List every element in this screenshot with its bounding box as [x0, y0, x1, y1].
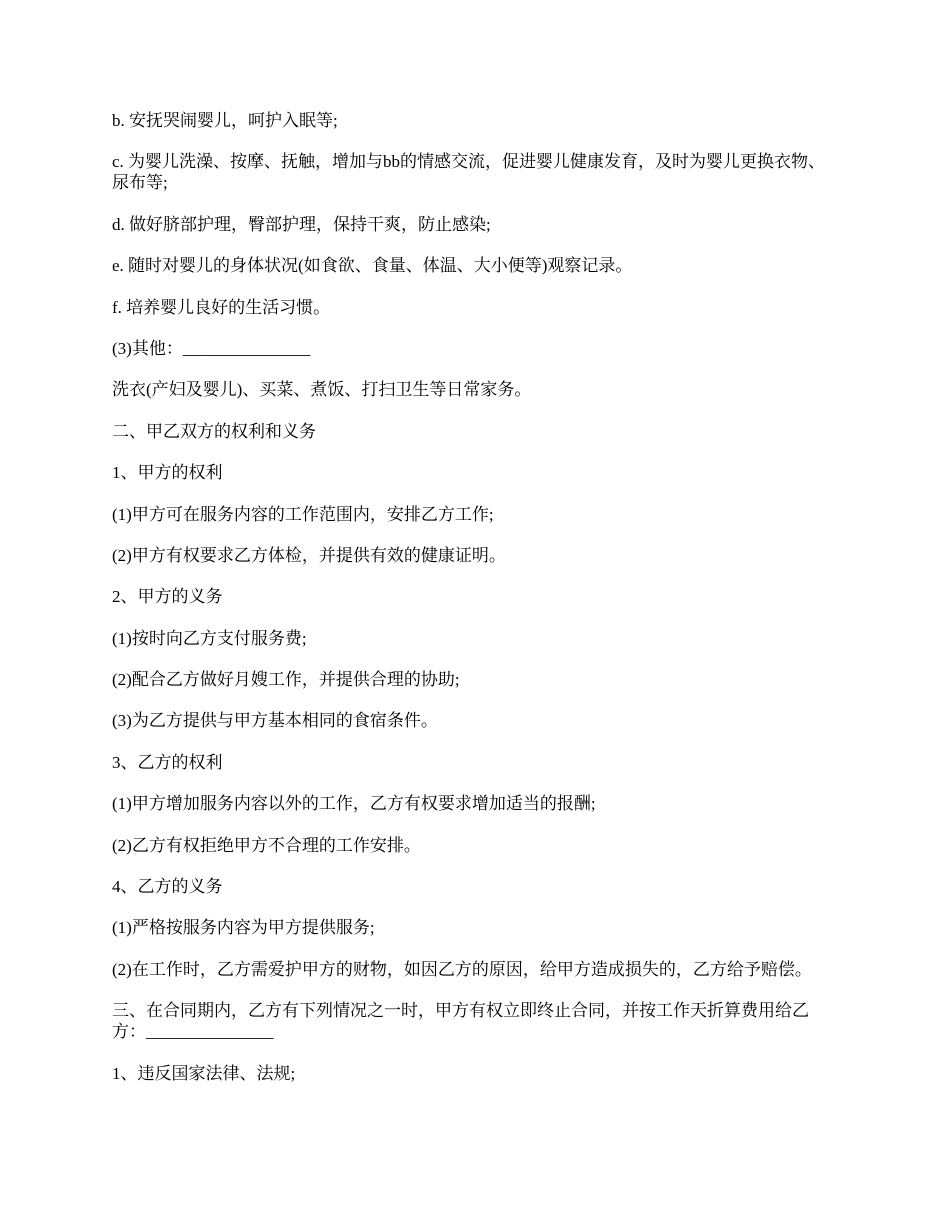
paragraph-health-observation: e. 随时对婴儿的身体状况(如食欲、食量、体温、大小便等)观察记录。 [112, 256, 633, 276]
paragraph-party-b-obligation-2: (2)在工作时，乙方需爱护甲方的财物，如因乙方的原因，给甲方造成损失的，乙方给予赔偿。 [112, 959, 812, 979]
document-body [112, 110, 836, 1104]
paragraph-party-a-obligation-1: (1)按时向乙方支付服务费; [112, 628, 307, 648]
paragraph-living-habits: f. 培养婴儿良好的生活习惯。 [112, 297, 331, 317]
paragraph-party-a-obligation-3: (3)为乙方提供与甲方基本相同的食宿条件。 [112, 711, 438, 731]
paragraph-party-a-obligation-2: (2)配合乙方做好月嫂工作，并提供合理的协助; [112, 670, 460, 690]
section-heading-termination: 三、在合同期内，乙方有下列情况之一时，甲方有权立即终止合同，并按工作天折算费用给乙方：_______________ [112, 1001, 809, 1042]
subheading-party-a-rights: 1、甲方的权利 [112, 463, 223, 483]
paragraph-party-a-right-2: (2)甲方有权要求乙方体检，并提供有效的健康证明。 [112, 545, 506, 565]
section-heading-rights-obligations: 二、甲乙双方的权利和义务 [112, 421, 316, 441]
paragraph-party-b-obligation-1: (1)严格按服务内容为甲方提供服务; [112, 918, 375, 938]
subheading-party-b-rights: 3、乙方的权利 [112, 752, 223, 772]
paragraph-infant-soothing: b. 安抚哭闹婴儿，呵护入眠等; [112, 111, 338, 130]
subheading-party-b-obligations: 4、乙方的义务 [112, 877, 223, 897]
paragraph-infant-bathing: c. 为婴儿洗澡、按摩、抚触，增加与bb的情感交流，促进婴儿健康发育，及时为婴儿更换衣物、尿布等; [112, 152, 826, 193]
paragraph-party-b-right-1: (1)甲方增加服务内容以外的工作，乙方有权要求增加适当的报酬; [112, 794, 596, 814]
paragraph-housework: 洗衣(产妇及婴儿)、买菜、煮饭、打扫卫生等日常家务。 [112, 380, 532, 400]
paragraph-party-b-right-2: (2)乙方有权拒绝甲方不合理的工作安排。 [112, 835, 421, 855]
paragraph-party-a-right-1: (1)甲方可在服务内容的工作范围内，安排乙方工作; [112, 504, 494, 524]
paragraph-other-field: (3)其他：_______________ [112, 338, 311, 358]
paragraph-navel-care: d. 做好脐部护理，臀部护理，保持干爽，防止感染; [112, 214, 491, 234]
subheading-party-a-obligations: 2、甲方的义务 [112, 587, 223, 607]
paragraph-termination-1: 1、违反国家法律、法规; [112, 1063, 296, 1083]
